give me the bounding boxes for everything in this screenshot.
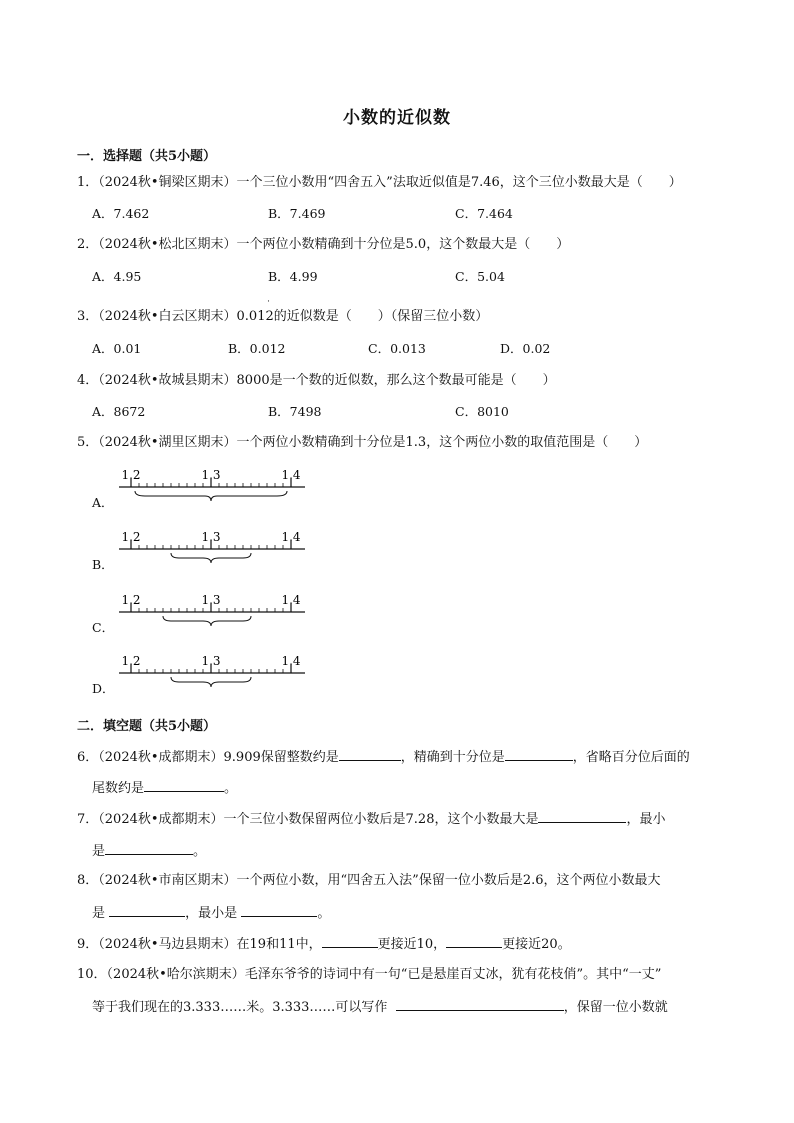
- q10-blank-1[interactable]: [396, 997, 564, 1011]
- q6-blank-1[interactable]: [339, 747, 401, 761]
- question-6: [77, 747, 690, 767]
- number-line-c: [115, 590, 310, 638]
- axis-label-mid: 1.3: [201, 654, 221, 668]
- q4-option-a[interactable]: A．8672: [92, 404, 146, 419]
- question-3: [77, 308, 488, 326]
- q3-prefix: 3．（2024秋•白云区期末）: [77, 309, 237, 324]
- question-9: [77, 934, 571, 954]
- q8-text-a: 8．（2024秋•市南区期末）一个两位小数，用“四舍五入法”保留一位小数后是2.6，这个两位小数最大: [77, 873, 661, 888]
- page-title: 小数的近似数: [343, 108, 451, 128]
- q8-blank-2[interactable]: [241, 903, 317, 917]
- q9-text-a: 9．（2024秋•马边县期末）在19和11中，: [77, 937, 322, 952]
- axis-label-end: 1.4: [281, 654, 301, 668]
- q6-text-a: 6．（2024秋•成都期末）9.909保留整数约是: [77, 750, 339, 765]
- axis-label-end: 1.4: [281, 593, 301, 607]
- question-8: [77, 872, 661, 890]
- q3-option-c[interactable]: C．0.013: [368, 341, 426, 356]
- question-7-line-2: [92, 841, 206, 861]
- q8-text-d: 。: [317, 906, 331, 921]
- q6-text-e: 。: [224, 781, 238, 796]
- axis-label-mid: 1.3: [201, 593, 221, 607]
- question-4: 4．（2024秋•故城县期末）8000是一个数的近似数，那么这个数最可能是（ ）: [77, 373, 556, 388]
- q3-option-b[interactable]: B．0.012: [228, 341, 286, 356]
- axis-label-end: 1.4: [281, 530, 301, 544]
- range-brace: [135, 491, 287, 501]
- q1-option-b[interactable]: B．7.469: [268, 206, 326, 221]
- q7-text-a: 7．（2024秋•成都期末）一个三位小数保留两位小数后是7.28，这个小数最大是: [77, 812, 539, 827]
- q3-suffix: 的近似数是（ ）（保留三位小数）: [273, 309, 489, 324]
- axis-label-mid: 1.3: [201, 530, 221, 544]
- q8-text-b: 是: [92, 906, 106, 921]
- q10-text-a: 10．（2024秋•哈尔滨期末）毛泽东爷爷的诗词中有一句“已是悬崖百丈冰，犹有花枝俏”。其中“一丈”: [77, 967, 662, 982]
- axis-label-start: 1.2: [121, 530, 141, 544]
- question-1: 1．（2024秋•铜梁区期末）一个三位小数用“四舍五入”法取近似值是7.46，这个三位小数最大是（ ）: [77, 175, 682, 190]
- section-choice-title: 一．选择题（共5小题）: [77, 149, 217, 164]
- section-fill-title: 二．填空题（共5小题）: [77, 719, 217, 734]
- q3-option-a[interactable]: A．0.01: [92, 341, 142, 356]
- question-7: [77, 809, 665, 829]
- q3-option-d[interactable]: D．0.02: [500, 341, 551, 356]
- q3-number: 0.012: [236, 309, 274, 324]
- q7-text-d: 。: [193, 844, 207, 859]
- q2-option-b[interactable]: B．4.99: [268, 269, 318, 284]
- question-2: 2．（2024秋•松北区期末）一个两位小数精确到十分位是5.0，这个数最大是（ ）: [77, 237, 570, 252]
- repeating-dot-mark: ˙: [266, 300, 271, 311]
- q9-text-b: 更接近10，: [377, 937, 447, 952]
- q1-option-a[interactable]: A．7.462: [92, 206, 150, 221]
- number-line-b: [115, 527, 310, 575]
- q8-text-c: ，最小是: [185, 906, 238, 921]
- range-brace: [163, 616, 251, 626]
- q8-blank-1[interactable]: [109, 903, 185, 917]
- q7-blank-2[interactable]: [105, 841, 193, 855]
- q5-option-c[interactable]: C．: [92, 620, 115, 635]
- q7-text-c: 是: [92, 844, 106, 859]
- number-line-d: [115, 651, 310, 699]
- q6-blank-3[interactable]: [144, 778, 224, 792]
- q5-option-d[interactable]: D．: [92, 681, 115, 696]
- question-10-line-2: [92, 997, 668, 1017]
- axis-label-end: 1.4: [281, 468, 301, 482]
- axis-label-start: 1.2: [121, 593, 141, 607]
- range-brace: [171, 553, 251, 563]
- q9-blank-1[interactable]: [322, 934, 378, 948]
- q10-text-b: 等于我们现在的3.333……米。3.333……可以写作: [92, 1000, 388, 1015]
- question-10: [77, 966, 661, 984]
- q10-text-c: ，保留一位小数就: [563, 1000, 668, 1015]
- q9-text-c: 更接近20。: [502, 937, 571, 952]
- q6-text-b: ，精确到十分位是: [400, 750, 505, 765]
- question-5: 5．（2024秋•湖里区期末）一个两位小数精确到十分位是1.3，这个两位小数的取值范围是（ ）: [77, 435, 648, 450]
- q9-blank-2[interactable]: [446, 934, 502, 948]
- question-6-line-2: [92, 778, 237, 798]
- q5-option-a[interactable]: A．: [92, 495, 114, 510]
- q4-option-c[interactable]: C．8010: [455, 404, 509, 419]
- q2-option-c[interactable]: C．5.04: [455, 269, 505, 284]
- q1-option-c[interactable]: C．7.464: [455, 206, 513, 221]
- q7-text-b: ，最小: [626, 812, 666, 827]
- q6-text-d: 尾数约是: [92, 781, 145, 796]
- axis-label-start: 1.2: [121, 654, 141, 668]
- q6-blank-2[interactable]: [505, 747, 573, 761]
- axis-label-start: 1.2: [121, 468, 141, 482]
- q6-text-c: ，省略百分位后面的: [572, 750, 690, 765]
- question-8-line-2: [92, 903, 330, 923]
- number-line-a: [115, 465, 310, 513]
- q5-option-b[interactable]: B．: [92, 557, 114, 572]
- axis-label-mid: 1.3: [201, 468, 221, 482]
- q4-option-b[interactable]: B．7498: [268, 404, 322, 419]
- range-brace: [171, 677, 251, 687]
- q7-blank-1[interactable]: [538, 809, 626, 823]
- q2-option-a[interactable]: A．4.95: [92, 269, 142, 284]
